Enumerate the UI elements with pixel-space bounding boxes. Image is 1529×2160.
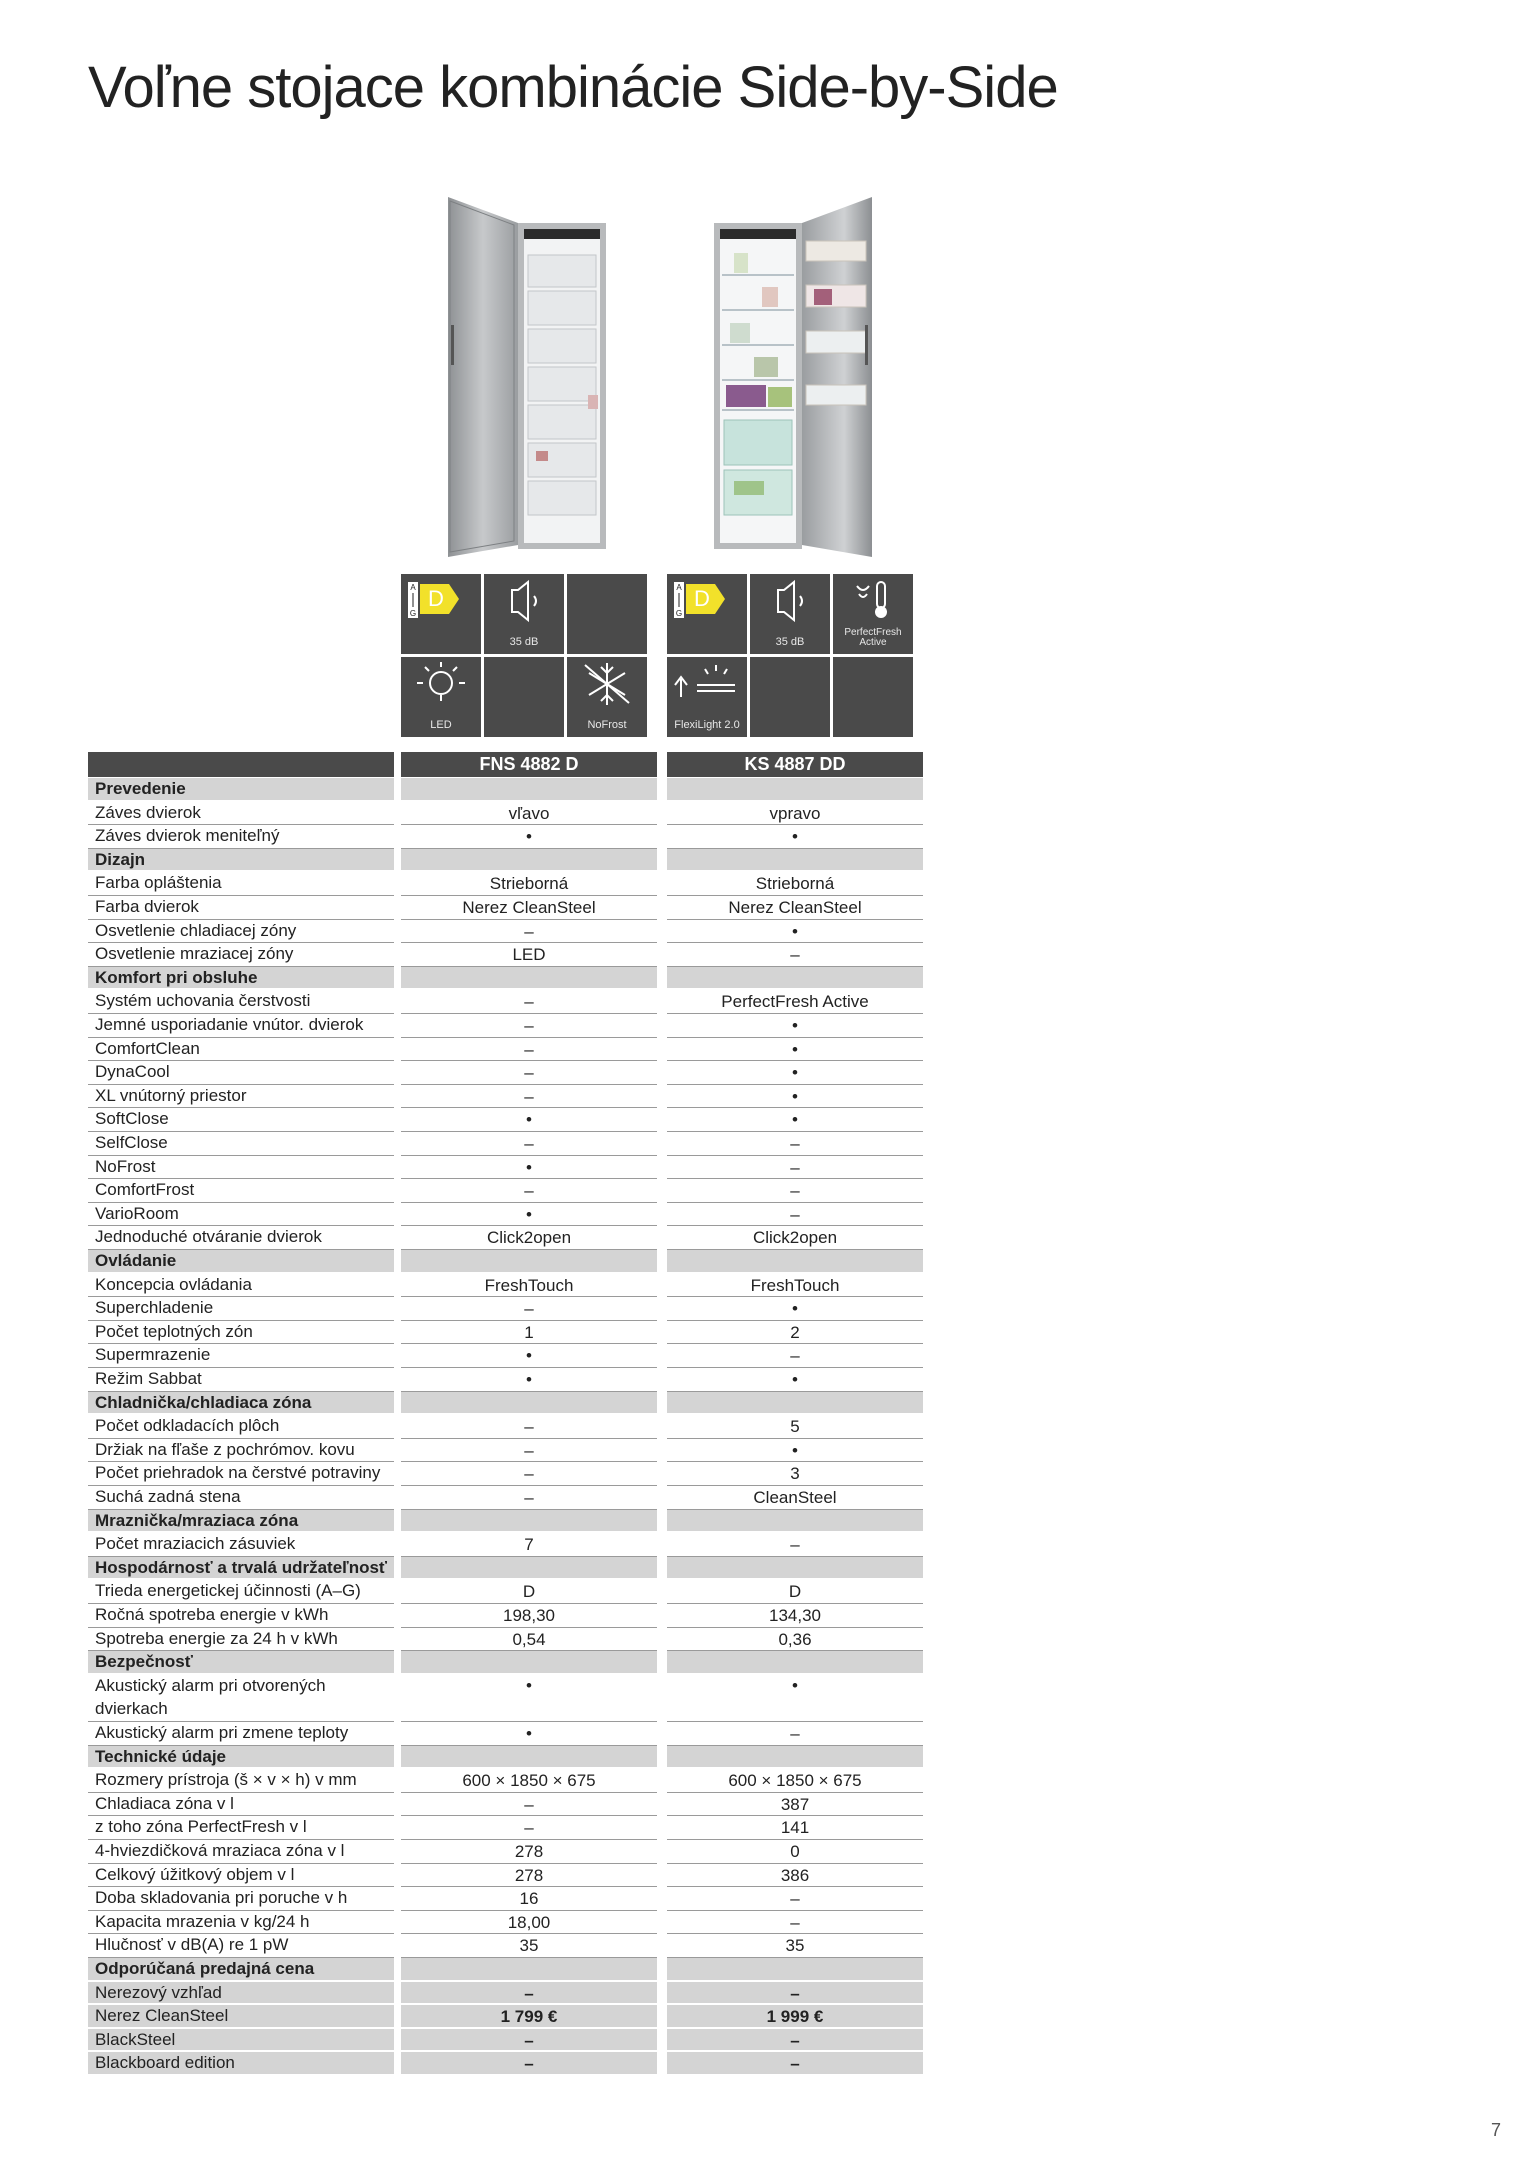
- row-label: Režim Sabbat: [95, 1369, 202, 1388]
- row-label: Hlučnosť v dB(A) re 1 pW: [95, 1935, 289, 1955]
- svg-text:D: D: [428, 586, 444, 611]
- row-divider: [667, 1839, 923, 1840]
- freezer-image: [440, 195, 610, 560]
- row-divider: [88, 1910, 394, 1911]
- cell-ks4887dd: –: [790, 1983, 800, 2003]
- cell-fns4882d: 0,54: [512, 1629, 546, 1649]
- row-divider: [667, 1886, 923, 1887]
- row-label: Akustický alarm pri otvorených: [95, 1675, 326, 1695]
- cell-fns4882d: •: [526, 1204, 532, 1224]
- row-divider: [667, 1815, 923, 1816]
- row-label: Jemné usporiadanie vnútor. dvierok: [95, 1015, 364, 1034]
- row-label: Suchá zadná stena: [95, 1487, 241, 1506]
- cell-ks4887dd: Strieborná: [755, 874, 835, 894]
- section-bar: [667, 1250, 923, 1272]
- svg-text:D: D: [694, 586, 710, 611]
- section-heading: Hospodárnosť a trvalá udržateľnosť: [95, 1557, 388, 1577]
- row-divider: [667, 1037, 923, 1038]
- row-label-continued: dvierkach: [95, 1699, 168, 1719]
- row-divider: [88, 1202, 394, 1203]
- section-bar: [667, 1510, 923, 1532]
- cell-ks4887dd: •: [792, 1299, 798, 1319]
- refrigerator-image: [710, 195, 880, 560]
- cell-ks4887dd: 0,36: [778, 1629, 812, 1649]
- row-label: 4-hviezdičková mraziaca zóna v l: [95, 1841, 345, 1860]
- section-heading: Prevedenie: [95, 779, 186, 798]
- feature-icons-left: [401, 574, 647, 738]
- section-bar: [667, 1651, 923, 1673]
- cell-fns4882d: 16: [519, 1889, 539, 1909]
- row-divider: [401, 1792, 657, 1793]
- row-label: Systém uchovania čerstvosti: [95, 991, 311, 1011]
- section-heading: Mraznička/mraziaca zóna: [95, 1510, 299, 1530]
- row-divider: [401, 1461, 657, 1462]
- row-label: Akustický alarm pri zmene teploty: [95, 1723, 349, 1742]
- row-divider: [401, 1627, 657, 1628]
- cell-ks4887dd: 134,30: [769, 1606, 821, 1625]
- cell-ks4887dd: 1 999 €: [766, 2007, 824, 2027]
- cell-ks4887dd: •: [792, 1016, 798, 1035]
- cell-fns4882d: Click2open: [486, 1228, 572, 1248]
- cell-ks4887dd: –: [790, 1912, 800, 1932]
- row-label: Spotreba energie za 24 h v kWh: [95, 1628, 338, 1648]
- row-divider: [667, 824, 923, 825]
- empty-tile: [567, 574, 647, 654]
- row-divider: [667, 1792, 923, 1793]
- row-divider: [88, 1367, 394, 1368]
- noise-tile: [484, 574, 564, 654]
- row-divider: [401, 1910, 657, 1911]
- row-label: Kapacita mrazenia v kg/24 h: [95, 1911, 310, 1931]
- cell-ks4887dd: –: [790, 1889, 800, 1909]
- row-divider: [88, 1933, 394, 1934]
- perfectfresh-label: PerfectFresh Active: [844, 627, 902, 648]
- row-divider: [667, 919, 923, 920]
- row-label: VarioRoom: [95, 1203, 179, 1223]
- row-divider: [401, 1178, 657, 1179]
- row-label: Nerez CleanSteel: [95, 2006, 229, 2026]
- cell-fns4882d: 278: [514, 1842, 544, 1861]
- row-divider: [401, 1343, 657, 1344]
- row-divider: [667, 1933, 923, 1934]
- row-label: ComfortClean: [95, 1038, 200, 1058]
- row-label: Záves dvierok meniteľný: [95, 826, 280, 846]
- cell-ks4887dd: 141: [780, 1818, 810, 1838]
- cell-ks4887dd: •: [792, 921, 798, 941]
- row-divider: [667, 1013, 923, 1014]
- perfectfresh-tile: [833, 574, 913, 654]
- cell-fns4882d: 1 799 €: [500, 2007, 558, 2027]
- cell-fns4882d: 198,30: [503, 1606, 555, 1625]
- row-divider: [401, 1131, 657, 1132]
- row-divider: [667, 1107, 923, 1108]
- row-divider: [88, 824, 394, 825]
- cell-fns4882d: •: [526, 1110, 532, 1130]
- section-heading: Chladnička/chladiaca zóna: [95, 1392, 312, 1412]
- row-divider: [667, 1343, 923, 1344]
- section-heading: Odporúčaná predajná cena: [95, 1959, 315, 1978]
- cell-fns4882d: •: [526, 1346, 532, 1366]
- row-label: BlackSteel: [95, 2029, 176, 2049]
- cell-ks4887dd: –: [790, 1134, 800, 1153]
- cell-fns4882d: –: [524, 1063, 534, 1083]
- row-label: XL vnútorný priestor: [95, 1085, 247, 1105]
- row-divider: [667, 1225, 923, 1226]
- section-heading: Bezpečnosť: [95, 1652, 193, 1672]
- cell-fns4882d: Nerez CleanSteel: [462, 898, 596, 917]
- row-divider: [88, 1886, 394, 1887]
- row-label: Chladiaca zóna v l: [95, 1793, 234, 1813]
- row-divider: [667, 1461, 923, 1462]
- row-label: Koncepcia ovládania: [95, 1274, 252, 1294]
- cell-fns4882d: –: [524, 1299, 534, 1319]
- row-divider: [401, 1603, 657, 1604]
- cell-fns4882d: –: [524, 1016, 534, 1035]
- cell-fns4882d: –: [524, 992, 534, 1012]
- row-divider: [88, 1627, 394, 1628]
- feature-icons-right: [667, 574, 913, 738]
- row-divider: [667, 1721, 923, 1722]
- row-divider: [401, 1815, 657, 1816]
- section-heading: Technické údaje: [95, 1746, 227, 1766]
- section-bar: [667, 778, 923, 800]
- row-divider: [88, 895, 394, 896]
- row-label: Počet teplotných zón: [95, 1321, 253, 1341]
- section-bar: [401, 1746, 657, 1768]
- section-bar: [401, 1250, 657, 1272]
- cell-ks4887dd: 5: [790, 1417, 800, 1437]
- empty-tile: [750, 657, 830, 737]
- row-divider: [401, 1037, 657, 1038]
- row-divider: [88, 1013, 394, 1014]
- cell-ks4887dd: PerfectFresh Active: [721, 992, 869, 1012]
- section-bar: [401, 778, 657, 800]
- section-bar: [401, 1557, 657, 1579]
- cell-ks4887dd: 0: [790, 1842, 800, 1861]
- row-divider: [401, 1485, 657, 1486]
- svg-text:G: G: [409, 609, 417, 618]
- row-divider: [667, 895, 923, 896]
- cell-ks4887dd: •: [792, 1063, 798, 1083]
- row-divider: [88, 1721, 394, 1722]
- row-divider: [667, 1603, 923, 1604]
- section-bar: [667, 849, 923, 871]
- cell-fns4882d: –: [524, 1086, 534, 1106]
- cell-ks4887dd: –: [790, 1535, 800, 1555]
- row-label: Počet priehradok na čerstvé potraviny: [95, 1463, 381, 1483]
- row-label: Držiak na fľaše z pochrómov. kovu: [95, 1439, 355, 1459]
- noise-label: 35 dB: [775, 636, 805, 648]
- row-divider: [401, 1367, 657, 1368]
- section-bar: [401, 1510, 657, 1532]
- cell-ks4887dd: 387: [780, 1794, 810, 1814]
- cell-fns4882d: 18,00: [507, 1912, 551, 1932]
- cell-fns4882d: •: [526, 1724, 532, 1743]
- row-divider: [667, 1296, 923, 1297]
- row-label: Farba dvierok: [95, 897, 199, 916]
- row-divider: [401, 1060, 657, 1061]
- cell-fns4882d: –: [524, 1039, 534, 1059]
- column-head-fns4882d: FNS 4882 D: [401, 752, 657, 777]
- noise-tile: [750, 574, 830, 654]
- row-divider: [88, 1131, 394, 1132]
- row-divider: [667, 1060, 923, 1061]
- row-label: Blackboard edition: [95, 2053, 235, 2073]
- cell-fns4882d: –: [524, 2054, 534, 2074]
- energy-class-tile: [667, 574, 747, 654]
- row-label: Farba opláštenia: [95, 873, 222, 893]
- row-divider: [88, 1084, 394, 1085]
- svg-text:A: A: [676, 583, 682, 592]
- row-divider: [667, 1367, 923, 1368]
- cell-fns4882d: •: [526, 827, 532, 847]
- row-label: Superchladenie: [95, 1298, 214, 1318]
- section-bar: [667, 1392, 923, 1414]
- energy-class-icon: [401, 574, 481, 654]
- nofrost-tile: [567, 657, 647, 737]
- row-divider: [667, 1438, 923, 1439]
- cell-fns4882d: –: [524, 1794, 534, 1814]
- row-divider: [88, 1485, 394, 1486]
- cell-ks4887dd: –: [790, 1181, 800, 1201]
- row-label: Doba skladovania pri poruche v h: [95, 1888, 348, 1908]
- row-label: Rozmery prístroja (š × v × h) v mm: [95, 1770, 357, 1790]
- page-title: Voľne stojace kombinácie Side-by-Side: [88, 55, 1058, 120]
- row-divider: [88, 1296, 394, 1297]
- section-bar: [667, 1746, 923, 1768]
- cell-ks4887dd: 600 × 1850 × 675: [728, 1771, 862, 1791]
- row-label: Ročná spotreba energie v kWh: [95, 1605, 329, 1624]
- row-divider: [401, 1084, 657, 1085]
- cell-ks4887dd: •: [792, 1370, 798, 1389]
- cell-fns4882d: –: [524, 1983, 534, 2003]
- svg-text:A: A: [410, 583, 416, 592]
- row-divider: [401, 1886, 657, 1887]
- cell-ks4887dd: 35: [785, 1936, 805, 1956]
- page-number: 7: [1490, 2120, 1501, 2140]
- cell-fns4882d: –: [524, 1440, 534, 1460]
- row-divider: [667, 1863, 923, 1864]
- row-divider: [88, 1225, 394, 1226]
- cell-ks4887dd: Click2open: [752, 1228, 838, 1248]
- row-divider: [667, 1485, 923, 1486]
- row-divider: [667, 1155, 923, 1156]
- cell-fns4882d: –: [524, 1134, 534, 1153]
- section-bar: [401, 967, 657, 989]
- row-divider: [401, 1296, 657, 1297]
- cell-ks4887dd: –: [790, 1724, 800, 1743]
- section-bar: [667, 1958, 923, 1980]
- row-divider: [88, 1863, 394, 1864]
- cell-fns4882d: 600 × 1850 × 675: [462, 1771, 596, 1791]
- row-divider: [401, 895, 657, 896]
- cell-ks4887dd: 2: [790, 1322, 800, 1342]
- cell-fns4882d: –: [524, 1181, 534, 1201]
- cell-fns4882d: LED: [512, 945, 546, 965]
- row-label: Jednoduché otváranie dvierok: [95, 1227, 322, 1247]
- svg-text:G: G: [675, 609, 683, 618]
- row-label: Trieda energetickej účinnosti (A–G): [95, 1581, 361, 1601]
- row-divider: [667, 1910, 923, 1911]
- cell-fns4882d: •: [526, 1675, 532, 1695]
- column-head-ks4887dd: KS 4887 DD: [667, 752, 923, 777]
- cell-ks4887dd: •: [792, 1440, 798, 1460]
- cell-ks4887dd: •: [792, 1086, 798, 1106]
- row-divider: [401, 1225, 657, 1226]
- cell-ks4887dd: –: [790, 2054, 800, 2074]
- cell-fns4882d: vľavo: [508, 803, 550, 823]
- row-label: Počet mraziacich zásuviek: [95, 1534, 296, 1554]
- section-bar: [667, 1557, 923, 1579]
- row-divider: [88, 1839, 394, 1840]
- row-divider: [88, 1343, 394, 1344]
- row-divider: [401, 1320, 657, 1321]
- row-label: Osvetlenie chladiacej zóny: [95, 920, 297, 940]
- cell-ks4887dd: Nerez CleanSteel: [728, 898, 862, 917]
- row-divider: [667, 942, 923, 943]
- row-label: Celkový úžitkový objem v l: [95, 1864, 295, 1884]
- row-divider: [88, 1178, 394, 1179]
- row-divider: [667, 1178, 923, 1179]
- cell-ks4887dd: CleanSteel: [753, 1488, 837, 1507]
- section-heading: Ovládanie: [95, 1251, 177, 1270]
- row-divider: [401, 1438, 657, 1439]
- cell-fns4882d: –: [524, 1464, 534, 1484]
- energy-class-icon: [667, 574, 747, 654]
- row-divider: [401, 942, 657, 943]
- cell-ks4887dd: 3: [790, 1464, 800, 1484]
- row-label: SelfClose: [95, 1133, 168, 1152]
- row-label: NoFrost: [95, 1156, 156, 1176]
- led-label: LED: [430, 719, 452, 731]
- row-label: SoftClose: [95, 1109, 169, 1129]
- flexilight-tile: [667, 657, 747, 737]
- row-divider: [88, 919, 394, 920]
- row-divider: [401, 1721, 657, 1722]
- cell-ks4887dd: •: [792, 1039, 798, 1059]
- table-header-blank: [88, 752, 394, 777]
- nofrost-label: NoFrost: [587, 719, 627, 731]
- cell-fns4882d: –: [524, 1818, 534, 1838]
- section-heading: Dizajn: [95, 849, 146, 869]
- cell-fns4882d: –: [524, 1417, 534, 1437]
- cell-ks4887dd: –: [790, 1157, 800, 1177]
- cell-ks4887dd: 386: [780, 1865, 810, 1885]
- section-bar: [667, 967, 923, 989]
- row-divider: [667, 1202, 923, 1203]
- row-divider: [667, 1084, 923, 1085]
- cell-ks4887dd: –: [790, 1204, 800, 1224]
- row-divider: [88, 1107, 394, 1108]
- empty-tile: [484, 657, 564, 737]
- cell-fns4882d: 7: [524, 1535, 534, 1555]
- row-divider: [88, 1461, 394, 1462]
- cell-ks4887dd: •: [792, 1675, 798, 1695]
- row-divider: [401, 919, 657, 920]
- cell-fns4882d: D: [522, 1582, 536, 1602]
- cell-fns4882d: •: [526, 1370, 532, 1389]
- row-label: Supermrazenie: [95, 1345, 211, 1365]
- cell-ks4887dd: –: [790, 945, 800, 965]
- cell-fns4882d: FreshTouch: [484, 1275, 574, 1295]
- cell-fns4882d: –: [524, 2030, 534, 2050]
- cell-ks4887dd: FreshTouch: [750, 1275, 840, 1295]
- cell-ks4887dd: •: [792, 1110, 798, 1130]
- row-divider: [401, 1013, 657, 1014]
- row-divider: [88, 942, 394, 943]
- row-divider: [88, 1155, 394, 1156]
- row-label: Nerezový vzhľad: [95, 1982, 222, 2002]
- section-heading: Komfort pri obsluhe: [95, 967, 258, 987]
- cell-fns4882d: Strieborná: [489, 874, 569, 894]
- section-bar: [401, 1958, 657, 1980]
- row-label: Záves dvierok: [95, 802, 201, 822]
- cell-fns4882d: –: [524, 1488, 534, 1507]
- row-divider: [401, 1107, 657, 1108]
- row-divider: [88, 1815, 394, 1816]
- row-divider: [88, 1320, 394, 1321]
- cell-fns4882d: 278: [514, 1865, 544, 1885]
- row-label: DynaCool: [95, 1062, 170, 1082]
- row-divider: [401, 1155, 657, 1156]
- energy-class-tile: [401, 574, 481, 654]
- row-label: Počet odkladacích plôch: [95, 1416, 280, 1436]
- empty-tile: [833, 657, 913, 737]
- row-divider: [88, 1037, 394, 1038]
- section-bar: [401, 1392, 657, 1414]
- section-bar: [401, 849, 657, 871]
- led-tile: [401, 657, 481, 737]
- row-divider: [88, 1060, 394, 1061]
- row-divider: [667, 1320, 923, 1321]
- cell-ks4887dd: D: [788, 1582, 802, 1602]
- row-divider: [401, 1933, 657, 1934]
- cell-ks4887dd: vpravo: [769, 803, 821, 823]
- row-divider: [401, 1863, 657, 1864]
- row-label: ComfortFrost: [95, 1180, 195, 1200]
- row-divider: [88, 1603, 394, 1604]
- cell-ks4887dd: •: [792, 827, 798, 847]
- cell-fns4882d: –: [524, 921, 534, 941]
- noise-label: 35 dB: [509, 636, 539, 648]
- row-label: Osvetlenie mraziacej zóny: [95, 944, 294, 964]
- row-divider: [667, 1627, 923, 1628]
- row-divider: [88, 1792, 394, 1793]
- row-divider: [401, 1839, 657, 1840]
- section-bar: [401, 1651, 657, 1673]
- row-divider: [88, 1438, 394, 1439]
- cell-fns4882d: •: [526, 1157, 532, 1177]
- cell-fns4882d: 1: [524, 1322, 534, 1342]
- cell-ks4887dd: –: [790, 1346, 800, 1366]
- row-label: z toho zóna PerfectFresh v l: [95, 1817, 307, 1837]
- cell-fns4882d: 35: [519, 1936, 539, 1956]
- cell-ks4887dd: –: [790, 2030, 800, 2050]
- row-divider: [667, 1131, 923, 1132]
- row-divider: [401, 824, 657, 825]
- flexilight-label: FlexiLight 2.0: [674, 719, 740, 731]
- row-divider: [401, 1202, 657, 1203]
